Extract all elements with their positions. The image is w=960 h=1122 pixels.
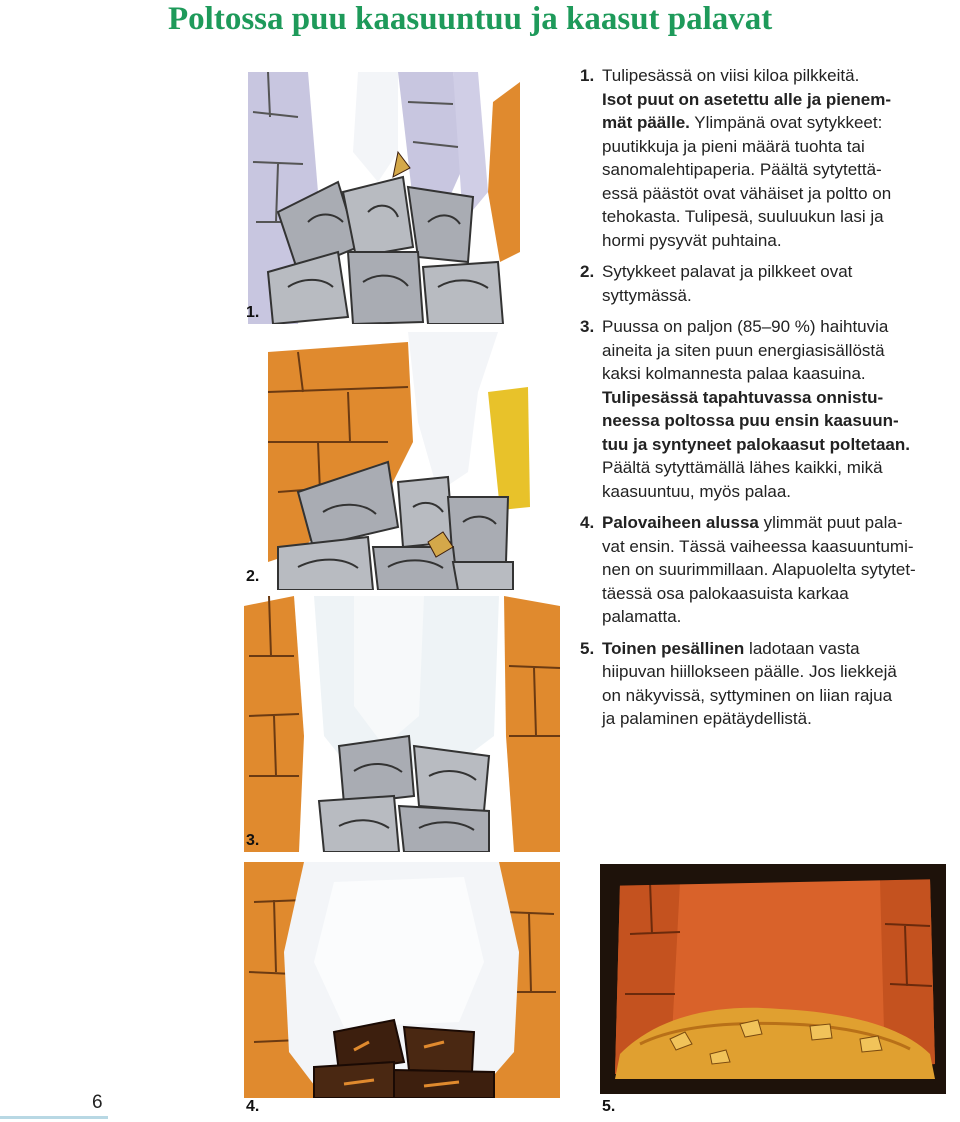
text-line [580,229,952,253]
text: nen on suurimmillaan. Alapuolelta sytytet- [602,560,916,579]
text: vat ensin. Tässä vaiheessa kaasuuntumi- [602,536,914,556]
bold-text: tuu ja syntyneet palokaasut poltetaan. [602,434,910,454]
text: aineita ja siten puun energiasisällöstä [602,340,885,360]
text-line [580,456,952,480]
text-line [580,535,952,559]
bold-text: Toinen pesällinen [602,638,745,658]
footer-rule [0,1116,108,1119]
text: Puussa on paljon (85–90 %) haihtuvia [602,317,889,336]
paragraph-4 [580,511,952,629]
illustration-5-embers [600,864,946,1094]
paragraph-number: 5. [580,638,595,658]
text: kaasuuntuu, myös palaa. [602,481,792,501]
paragraph-number: 3. [580,317,595,336]
text-line [580,582,952,606]
text-line [580,637,952,661]
text: Tulipesässä on viisi kiloa pilkkeitä. [602,66,860,85]
text-line [580,205,952,229]
text: hormi pysyvät puhtaina. [602,230,782,250]
text-line [580,158,952,182]
text: täessä osa palokaasuista karkaa [602,583,849,603]
illustration-1-kindling-stack [248,72,520,324]
paragraph-2 [580,260,952,307]
text-line [580,135,952,159]
text: ladotaan vasta [744,638,860,658]
paragraph-3 [580,315,952,503]
illustration-4-main-burning [244,862,560,1098]
text-line [580,64,952,88]
illustration-3-gas-burning [244,596,560,852]
text-line [580,480,952,504]
bold-text: neessa poltossa puu ensin kaasuun- [602,411,899,430]
text: sanomalehtipaperia. Päältä sytytettä- [602,160,882,179]
text: Sytykkeet palavat ja pilkkeet ovat [602,262,853,281]
illustration-2-kindling-burning [238,332,530,590]
figure-label-2: 2. [246,568,260,585]
text-line [580,558,952,582]
text: puutikkuja ja pieni määrä tuohta tai [602,136,865,156]
text: hiipuvan hiillokseen päälle. Jos liekkejä [602,662,897,681]
page-number: 6 [92,1092,103,1113]
text-line [580,409,952,433]
page-title: Poltossa puu kaasuuntuu ja kaasut palavat [168,1,773,37]
text: ylimmät puut pala- [758,513,903,532]
text-line [580,362,952,386]
text-line [580,111,952,135]
text: Ylimpänä ovat sytykkeet: [689,113,883,132]
text-line [580,707,952,731]
text: palamatta. [602,607,682,626]
text-line [580,660,952,684]
text-line [580,339,952,363]
text: on näkyvissä, syttyminen on liian rajua [602,685,893,705]
figure-label-3: 3. [246,832,260,849]
text-line [580,284,952,308]
bold-text: mät päälle. [602,113,690,132]
bold-text: Tulipesässä tapahtuvassa onnistu- [602,387,884,407]
text: Päältä sytyttämällä lähes kaikki, mikä [602,458,883,477]
text-line [580,433,952,457]
text-line [580,386,952,410]
text: syttymässä. [602,285,692,305]
text: essä päästöt ovat vähäiset ja poltto on [602,183,892,203]
text-line [580,260,952,284]
instructions-text [580,64,952,739]
paragraph-5 [580,637,952,731]
text-line [580,605,952,629]
text-line [580,511,952,535]
paragraph-1 [580,64,952,252]
text: tehokasta. Tulipesä, suuluukun lasi ja [602,207,884,226]
figure-label-4: 4. [246,1098,260,1115]
bold-text: Isot puut on asetettu alle ja pienem- [602,89,892,109]
text-line [580,88,952,112]
text: ja palaminen epätäydellistä. [602,709,812,728]
paragraph-number: 4. [580,513,595,532]
figure-label-1: 1. [246,304,260,321]
text-line [580,315,952,339]
paragraph-number: 1. [580,66,595,85]
text-line [580,182,952,206]
text: kaksi kolmannesta palaa kaasuina. [602,364,866,383]
text-line [580,684,952,708]
paragraph-number: 2. [580,262,595,281]
figure-label-5: 5. [602,1098,616,1115]
bold-text: Palovaiheen alussa [602,513,759,532]
